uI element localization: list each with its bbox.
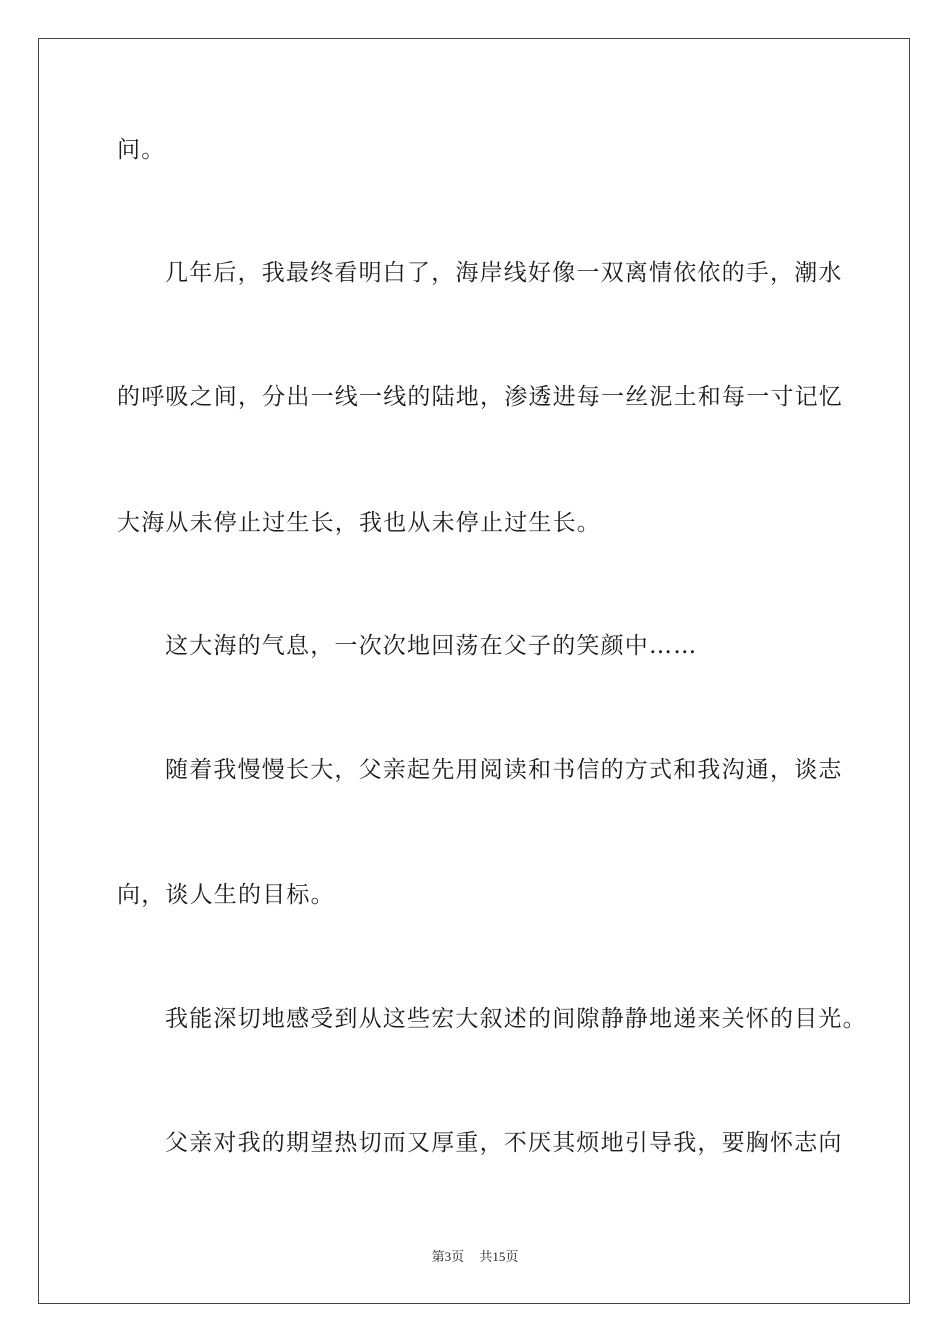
total-pages: 共15页 bbox=[479, 1249, 519, 1264]
page-footer bbox=[0, 1246, 950, 1265]
page-number: 第3页 bbox=[431, 1249, 465, 1264]
page-border bbox=[38, 38, 910, 1304]
paragraph-line: 随着我慢慢长大，父亲起先用阅读和书信的方式和我沟通，谈志 bbox=[165, 757, 843, 783]
paragraph-line: 这大海的气息，一次次地回荡在父子的笑颜中…… bbox=[165, 633, 698, 659]
paragraph-line: 我能深切地感受到从这些宏大叙述的间隙静静地递来关怀的目光。 bbox=[165, 1006, 867, 1032]
paragraph-line: 父亲对我的期望热切而又厚重，不厌其烦地引导我，要胸怀志向 bbox=[165, 1130, 843, 1156]
text-line: 的呼吸之间，分出一线一线的陆地，渗透进每一丝泥土和每一寸记忆 bbox=[117, 384, 843, 410]
text-line: 向，谈人生的目标。 bbox=[117, 882, 335, 908]
paragraph-line: 几年后，我最终看明白了，海岸线好像一双离情依依的手，潮水 bbox=[165, 260, 843, 286]
text-line: 大海从未停止过生长，我也从未停止过生长。 bbox=[117, 510, 601, 536]
text-line: 问。 bbox=[117, 137, 166, 163]
